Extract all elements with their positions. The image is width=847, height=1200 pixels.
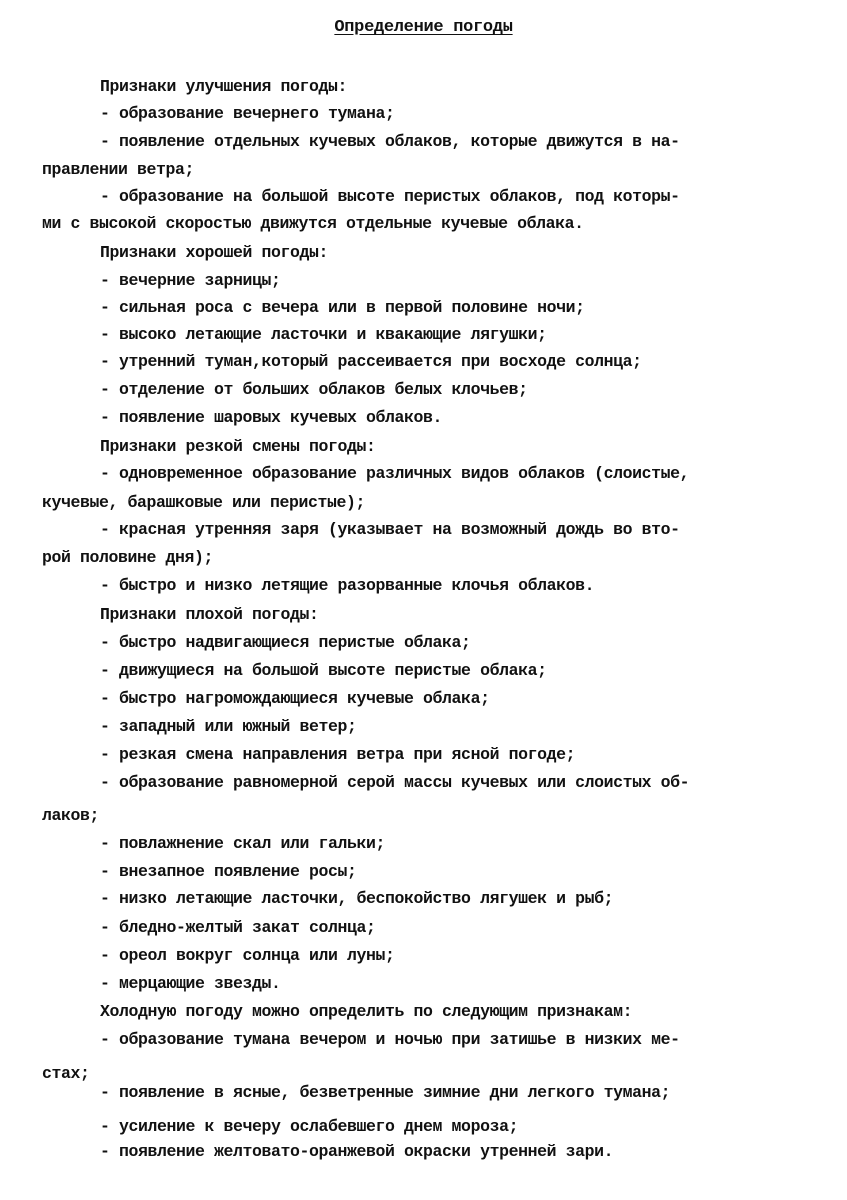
text-line: - образование тумана вечером и ночью при затишье в низких ме- xyxy=(100,1030,680,1049)
text-line: - одновременное образование различных видов облаков (слоистые, xyxy=(100,464,690,483)
text-line: - сильная роса с вечера или в первой половине ночи; xyxy=(100,298,585,317)
text-line: - появление отдельных кучевых облаков, которые движутся в на- xyxy=(100,132,680,151)
text-line: - высоко летающие ласточки и квакающие лягушки; xyxy=(100,325,547,344)
text-line: - образование на большой высоте перистых облаков, под которы- xyxy=(100,187,680,206)
text-line: - внезапное появление росы; xyxy=(100,862,357,881)
text-line: - усиление к вечеру ослабевшего днем мороза; xyxy=(100,1117,519,1136)
text-line: кучевые, барашковые или перистые); xyxy=(42,493,366,512)
text-line: - быстро нагромождающиеся кучевые облака; xyxy=(100,689,490,708)
document-title: Определение погоды xyxy=(334,18,513,37)
text-line: - вечерние зарницы; xyxy=(100,271,281,290)
section-heading: Признаки улучшения погоды: xyxy=(100,77,348,96)
section-heading: Признаки резкой смены погоды: xyxy=(100,437,376,456)
text-line: - бледно-желтый закат солнца; xyxy=(100,918,376,937)
text-line: - резкая смена направления ветра при ясной погоде; xyxy=(100,745,576,764)
text-line: - западный или южный ветер; xyxy=(100,717,357,736)
text-line: - появление шаровых кучевых облаков. xyxy=(100,408,443,427)
text-line: ми с высокой скоростью движутся отдельные кучевые облака. xyxy=(42,214,584,233)
text-line: стах; xyxy=(42,1064,90,1083)
text-line: - утренний туман,который рассеивается при восходе солнца; xyxy=(100,352,642,371)
text-line: - появление в ясные, безветренные зимние дни легкого тумана; xyxy=(100,1083,671,1102)
text-line: правлении ветра; xyxy=(42,160,195,179)
text-line: - появление желтовато-оранжевой окраски утренней зари. xyxy=(100,1142,614,1161)
text-line: - образование вечернего тумана; xyxy=(100,104,395,123)
section-heading: Холодную погоду можно определить по следующим признакам: xyxy=(100,1002,633,1021)
section-heading: Признаки хорошей погоды: xyxy=(100,243,329,262)
text-line: - быстро надвигающиеся перистые облака; xyxy=(100,633,471,652)
text-line: - повлажнение скал или гальки; xyxy=(100,834,386,853)
text-line: - быстро и низко летящие разорванные клочья облаков. xyxy=(100,576,595,595)
text-line: - мерцающие звезды. xyxy=(100,974,281,993)
text-line: - низко летающие ласточки, беспокойство лягушек и рыб; xyxy=(100,889,614,908)
text-line: лаков; xyxy=(42,806,100,825)
section-heading: Признаки плохой погоды: xyxy=(100,605,319,624)
text-line: - движущиеся на большой высоте перистые облака; xyxy=(100,661,547,680)
text-line: - отделение от больших облаков белых клочьев; xyxy=(100,380,528,399)
text-line: - красная утренняя заря (указывает на возможный дождь во вто- xyxy=(100,520,680,539)
text-line: - образование равномерной серой массы кучевых или слоистых об- xyxy=(100,773,690,792)
text-line: - ореол вокруг солнца или луны; xyxy=(100,946,395,965)
text-line: рой половине дня); xyxy=(42,548,214,567)
